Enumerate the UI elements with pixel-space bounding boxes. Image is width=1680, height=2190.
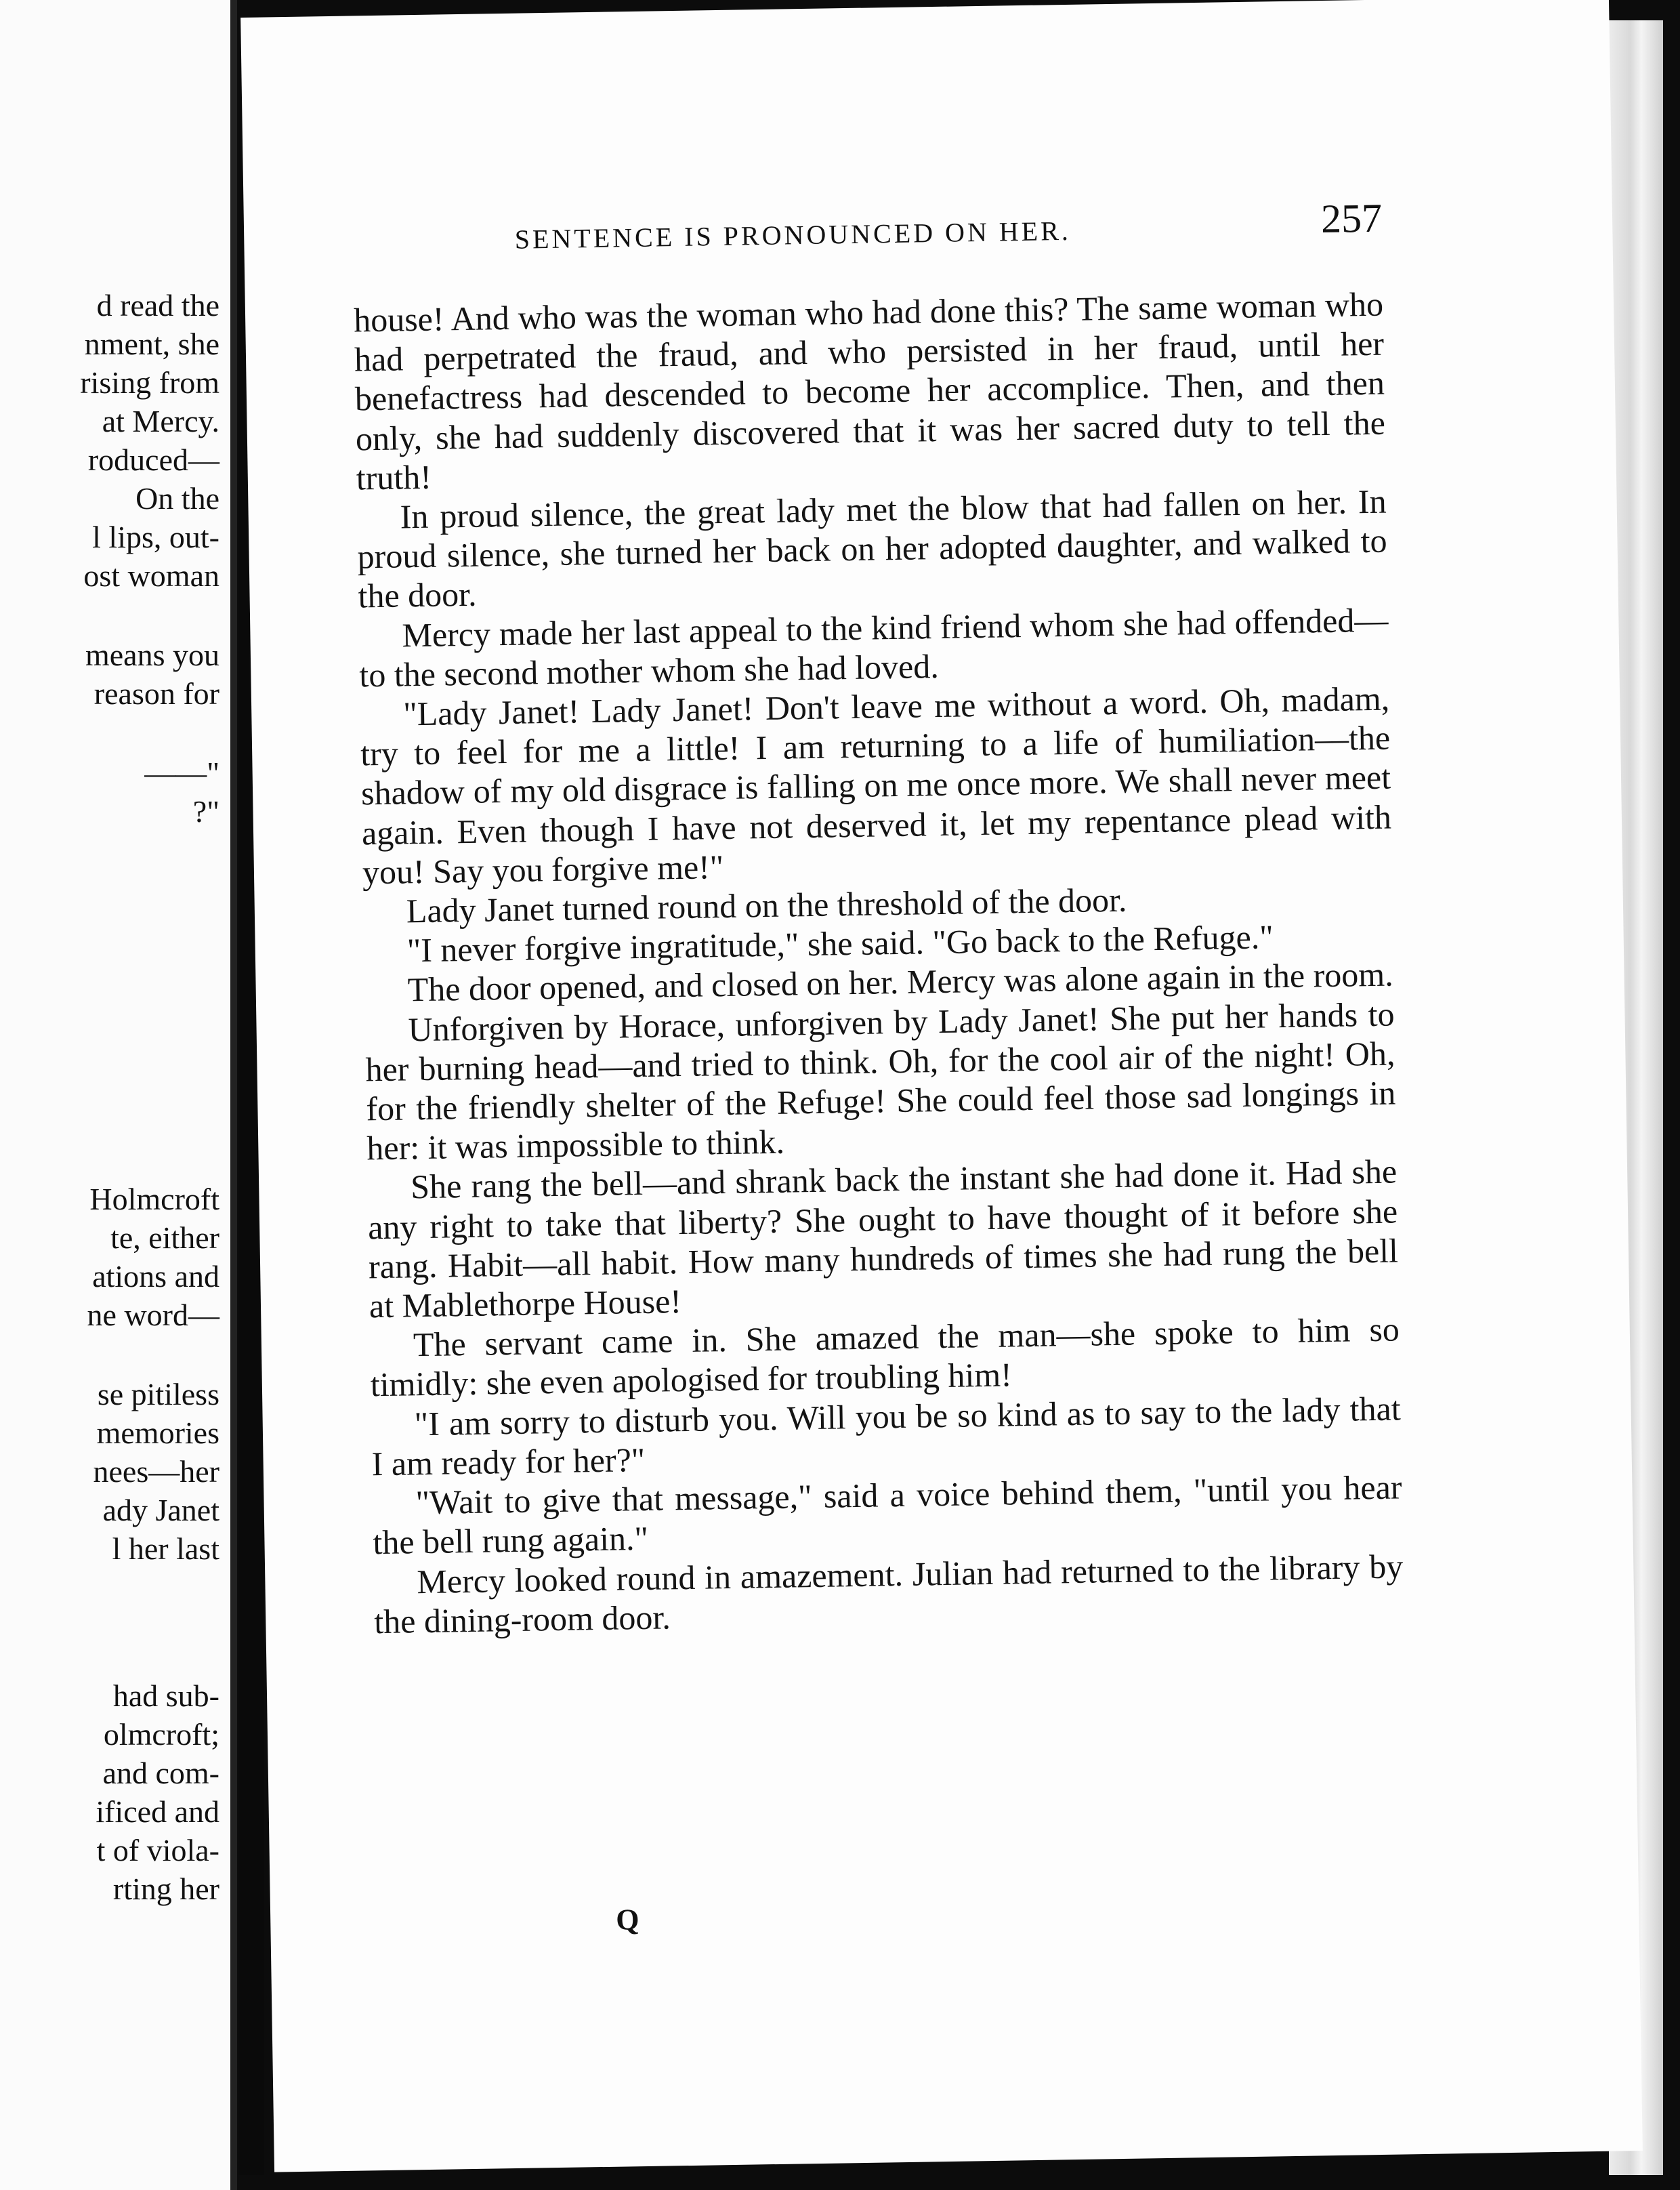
left-line: l her last (112, 1531, 219, 1566)
paragraph: The servant came in. She amazed the man—she spoke to him so timidly: she even apologised for troubling him! (370, 1310, 1400, 1404)
paragraph: "I never forgive ingratitude," she said. "Go back to the Refuge." (406, 917, 1274, 970)
paragraph: "Wait to give that message," said a voice behind them, "until you hear the bell rung again." (373, 1468, 1402, 1562)
left-line: ——" (144, 756, 219, 790)
paragraph: In proud silence, the great lady met the blow that had fallen on her. In proud silence, she turned her back on her adopted daughter, and walked to the door. (357, 482, 1387, 615)
paragraph: "I am sorry to disturb you. Will you be so kind as to say to the lady that I am ready for her?" (371, 1389, 1402, 1483)
left-line: se pitiless (97, 1377, 219, 1411)
left-line: ne word— (87, 1298, 219, 1332)
paragraph: Lady Janet turned round on the threshold of the door. (406, 880, 1127, 930)
signature-mark: Q (615, 1903, 639, 1937)
paragraph: She rang the bell—and shrank back the instant she had done it. Had she any right to take that liberty? She ought to have thought of it before she rang. Habit—all habit. How many hundreds of times she had rung the bell at Mablethorpe House! (367, 1152, 1399, 1325)
left-line: te, either (110, 1220, 219, 1255)
body-text (354, 285, 1404, 1642)
paragraph: "Lady Janet! Lady Janet! Don't leave me without a word. Oh, madam, try to feel for me a little! I am returning to a life of humiliation—the shadow of my old disgrace is falling on me once more. We shall never meet again. Even though I have not deserved it, let my repentance plead with you! Say you forgive me!" (360, 679, 1392, 892)
left-line: and com- (102, 1756, 219, 1790)
paragraph: Mercy looked round in amazement. Julian had returned to the library by the dining-room door. (373, 1546, 1404, 1640)
left-line: had sub- (112, 1678, 219, 1713)
left-line: at Mercy. (102, 404, 219, 438)
left-line: Holmcroft (89, 1182, 219, 1216)
left-line-gap (0, 595, 219, 636)
left-line: nees—her (93, 1454, 219, 1489)
left-line: memories (96, 1416, 219, 1450)
left-line: olmcroft; (103, 1717, 219, 1752)
left-line: On the (135, 481, 219, 516)
paragraph: The door opened, and closed on her. Mercy was alone again in the room. (407, 955, 1394, 1009)
left-page-fragment (0, 0, 237, 2190)
left-line: t of viola- (96, 1833, 219, 1867)
left-page-lines (0, 286, 219, 1908)
left-line-gap (0, 1334, 219, 1375)
running-head: SENTENCE IS PRONOUNCED ON HER. (514, 215, 1072, 255)
left-line: ?" (192, 794, 219, 829)
right-page (240, 0, 1643, 2172)
left-line: nment, she (84, 327, 219, 361)
left-line: reason for (93, 676, 219, 711)
left-line: d read the (96, 288, 219, 323)
left-line: roduced— (87, 442, 219, 477)
left-line: ificed and (96, 1794, 219, 1829)
left-line: ady Janet (102, 1493, 219, 1527)
left-line: l lips, out- (92, 520, 219, 554)
left-line: rising from (80, 365, 219, 400)
left-line: ations and (92, 1259, 219, 1294)
left-line: means you (85, 638, 219, 672)
left-line: ost woman (83, 558, 219, 593)
page-number: 257 (1320, 195, 1383, 242)
left-line-gap (0, 831, 219, 1180)
paragraph: Unforgiven by Horace, unforgiven by Lady Janet! She put her hands to her burning head—and tried to think. Oh, for the cool air of the night! Oh, for the friendly shelter of the Refuge! She could feel those sad longings in her: it was impossible to think. (365, 995, 1396, 1168)
paragraph: Mercy made her last appeal to the kind friend whom she had offended—to the second mother whom she had loved. (358, 600, 1389, 695)
left-line: rting her (112, 1872, 219, 1906)
paragraph: house! And who was the woman who had done this? The same woman who had perpetrated the fraud, and who persisted in her fraud, until her benefactress had descended to become her accomplice. Then, and then only, she had suddenly discovered that it was her sacred duty to tell the truth! (353, 285, 1386, 497)
left-line-gap (0, 1568, 219, 1676)
left-line-gap (0, 713, 219, 753)
